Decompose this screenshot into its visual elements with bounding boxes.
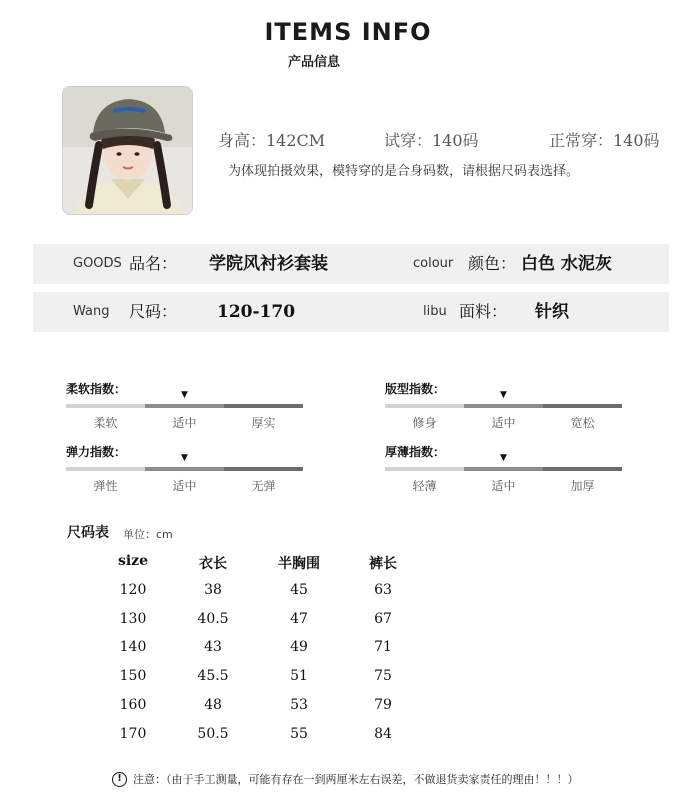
scale-label: 加厚 bbox=[570, 479, 595, 493]
table-row bbox=[100, 639, 430, 661]
fabric-value: 针织 bbox=[535, 302, 569, 322]
colour-value: 白色 水泥灰 bbox=[521, 254, 612, 274]
scale-segment bbox=[66, 404, 145, 408]
warning-icon: ! bbox=[112, 772, 127, 787]
scale-segment bbox=[145, 467, 224, 471]
notice-text: 注意：（由于手工测量，可能有存在一到两厘米左右误差，不做退货卖家责任的理由！！！） bbox=[133, 773, 579, 786]
table-row bbox=[100, 582, 430, 604]
notice bbox=[112, 771, 579, 787]
table-cell: 170 bbox=[119, 725, 147, 742]
page-subtitle: 产品信息 bbox=[287, 55, 340, 70]
goods-label-en: GOODS bbox=[73, 256, 122, 271]
table-cell: 51 bbox=[290, 668, 308, 685]
size-chart-title: 尺码表 bbox=[67, 525, 109, 541]
table-cell: 150 bbox=[119, 668, 147, 685]
scale-title: 版型指数： bbox=[385, 382, 446, 396]
scale-title: 柔软指数： bbox=[66, 382, 127, 396]
page-title: ITEMS INFO bbox=[264, 18, 432, 46]
table-header-cell: 半胸围 bbox=[278, 556, 320, 572]
table-row bbox=[100, 697, 430, 719]
scale-title: 厚薄指数： bbox=[385, 445, 446, 459]
table-header-row bbox=[100, 553, 430, 575]
model-photo bbox=[62, 86, 193, 215]
goods-label-cn: 品名： bbox=[129, 254, 178, 273]
size-label-cn: 尺码： bbox=[129, 302, 178, 321]
scale-label: 适中 bbox=[491, 416, 516, 430]
scale-label: 柔软 bbox=[93, 416, 118, 430]
table-cell: 38 bbox=[204, 581, 222, 598]
scale-segment bbox=[385, 404, 464, 408]
table-cell: 53 bbox=[290, 697, 308, 713]
table-cell: 47 bbox=[290, 610, 308, 627]
table-cell: 48 bbox=[204, 697, 222, 713]
fabric-label-cn: 面料： bbox=[459, 302, 508, 321]
scale-label: 宽松 bbox=[570, 416, 595, 430]
size-label-en: Wang bbox=[73, 304, 110, 319]
scale-segment bbox=[224, 467, 303, 471]
table-cell: 71 bbox=[374, 639, 392, 656]
model-photo-illustration bbox=[63, 87, 193, 215]
scale-label: 无弹 bbox=[251, 479, 276, 493]
scale-label: 厚实 bbox=[251, 416, 276, 430]
scale-label: 适中 bbox=[172, 416, 197, 430]
scale-title: 弹力指数： bbox=[66, 445, 127, 459]
scale-segment bbox=[464, 404, 543, 408]
scale-label: 适中 bbox=[172, 479, 197, 493]
table-cell: 79 bbox=[374, 697, 392, 713]
colour-label-en: colour bbox=[413, 256, 454, 271]
info-row-size bbox=[33, 292, 669, 332]
size-chart-unit: 单位：cm bbox=[123, 528, 173, 541]
table-cell: 130 bbox=[119, 610, 147, 627]
table-cell: 43 bbox=[204, 639, 222, 656]
table-cell: 140 bbox=[119, 639, 147, 656]
fabric-label-en: libu bbox=[423, 304, 447, 319]
table-row bbox=[100, 611, 430, 633]
model-normal-size: 正常穿：140码 bbox=[549, 131, 660, 150]
model-height: 身高：142CM bbox=[218, 131, 326, 150]
scale-label: 适中 bbox=[491, 479, 516, 493]
scale-marker-icon: ▼ bbox=[500, 453, 507, 463]
scale-marker-icon: ▼ bbox=[181, 453, 188, 463]
table-cell: 75 bbox=[374, 668, 392, 685]
scale-label: 轻薄 bbox=[412, 479, 437, 493]
scale-label: 弹性 bbox=[93, 479, 118, 493]
goods-value: 学院风衬衫套装 bbox=[209, 254, 328, 274]
thickness-scale bbox=[385, 443, 623, 553]
table-cell: 50.5 bbox=[197, 725, 229, 742]
scale-segment bbox=[66, 467, 145, 471]
scale-marker-icon: ▼ bbox=[500, 390, 507, 400]
scale-segment bbox=[145, 404, 224, 408]
info-row-goods bbox=[33, 244, 669, 284]
model-tryon-size: 试穿：140码 bbox=[384, 131, 479, 150]
table-cell: 45.5 bbox=[197, 668, 229, 685]
scale-segment bbox=[385, 467, 464, 471]
table-row bbox=[100, 726, 430, 748]
table-header-cell: 裤长 bbox=[369, 556, 397, 572]
colour-label-cn: 颜色： bbox=[468, 254, 517, 273]
table-cell: 120 bbox=[119, 581, 147, 598]
table-cell: 63 bbox=[374, 581, 392, 598]
table-cell: 67 bbox=[374, 610, 392, 627]
scale-segment bbox=[543, 467, 622, 471]
scale-segment bbox=[224, 404, 303, 408]
table-row bbox=[100, 668, 430, 690]
size-range-value: 120-170 bbox=[217, 302, 296, 322]
scale-segment bbox=[464, 467, 543, 471]
scale-label: 修身 bbox=[412, 416, 437, 430]
table-header-cell: size bbox=[117, 553, 149, 569]
scale-marker-icon: ▼ bbox=[181, 390, 188, 400]
table-cell: 55 bbox=[290, 725, 308, 742]
table-cell: 40.5 bbox=[197, 610, 229, 627]
table-cell: 160 bbox=[119, 697, 147, 713]
table-header-cell: 衣长 bbox=[199, 556, 227, 572]
model-note: 为体现拍摄效果，模特穿的是合身码数，请根据尺码表选择。 bbox=[228, 164, 580, 179]
scale-segment bbox=[543, 404, 622, 408]
table-cell: 84 bbox=[374, 725, 392, 742]
table-cell: 49 bbox=[290, 639, 308, 656]
table-cell: 45 bbox=[290, 581, 308, 598]
